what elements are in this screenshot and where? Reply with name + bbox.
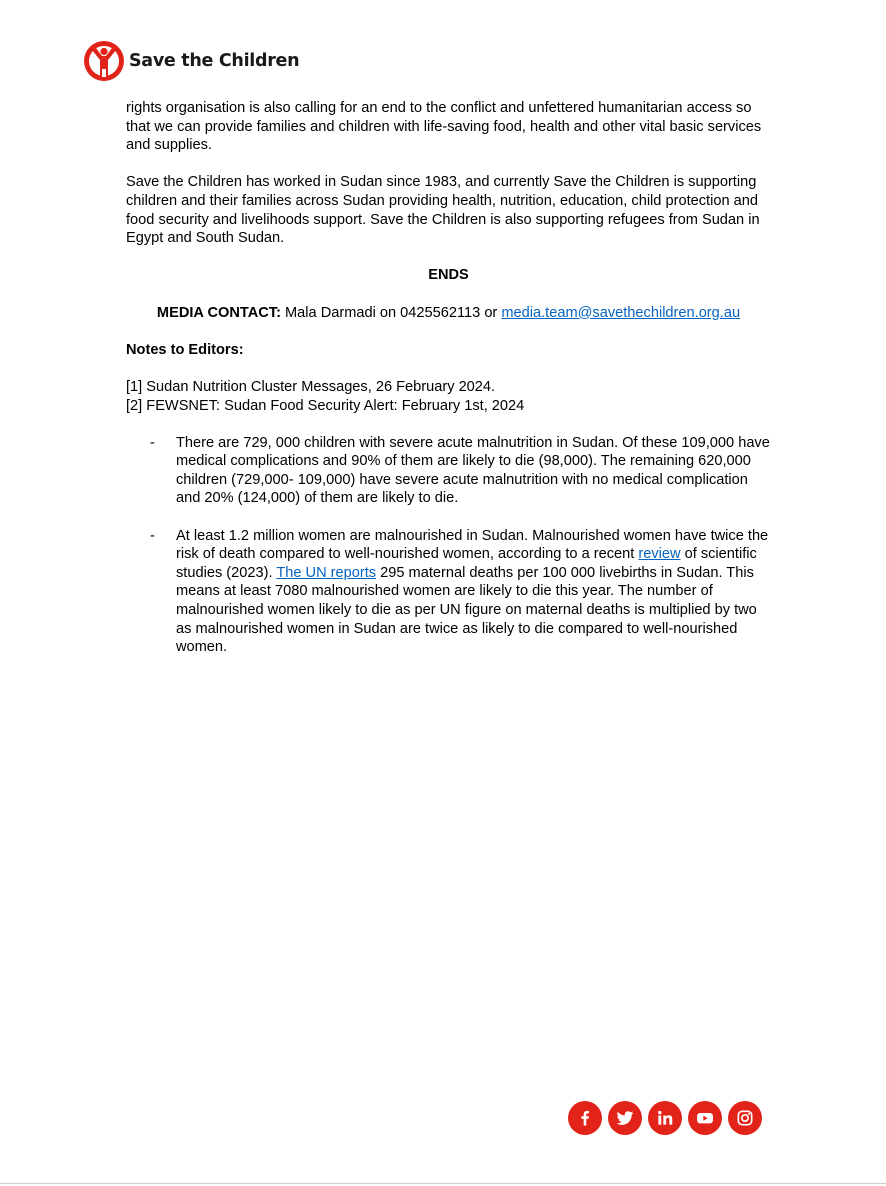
note-1: [1] Sudan Nutrition Cluster Messages, 26 February 2024.	[126, 378, 496, 395]
un-reports-link[interactable]: The UN reports	[276, 564, 377, 581]
social-links	[568, 1101, 762, 1135]
youtube-icon[interactable]	[688, 1101, 722, 1135]
save-the-children-logo-icon	[83, 40, 125, 82]
notes-heading: Notes to Editors:	[126, 341, 244, 358]
bullet-text: 295 maternal deaths per 100 000 livebirths in Sudan. This means at least 7080 malnourished women are likely to die this year. The number of malnourished women likely to die as per UN figure on maternal deaths is multiplied by two as malnourished women in Sudan are twice as likely to die compared to well-nourished women.	[176, 564, 757, 656]
list-item	[126, 527, 771, 657]
list-item	[126, 434, 771, 508]
notes-bullet-list	[126, 434, 771, 657]
instagram-icon[interactable]	[728, 1101, 762, 1135]
bullet-dash: -	[150, 527, 155, 544]
bullet-text: of scientific studies (2023).	[176, 546, 757, 581]
linkedin-icon[interactable]	[648, 1101, 682, 1135]
brand-name: Save the Children	[129, 51, 300, 71]
bullet-text: At least 1.2 million women are malnourished in Sudan. Malnourished women have twice the risk of death compared to well-nourished women, according to a recent	[176, 527, 769, 563]
media-contact-label: MEDIA CONTACT:	[156, 304, 281, 321]
media-contact-text: Mala Darmadi on 0425562113 or	[280, 304, 502, 321]
paragraph-advocacy: rights organisation is also calling for an end to the conflict and unfettered humanitarian access so that we can provide families and children with life-saving food, health and other vital basic services and supplies.	[126, 100, 762, 154]
media-email-link[interactable]: media.team@savethechildren.org.au	[501, 304, 741, 321]
paragraph-about: Save the Children has worked in Sudan since 1983, and currently Save the Children is supporting children and their families across Sudan providing health, nutrition, education, child protection and food security and livelihoods support. Save the Children is also supporting refugees from Sudan in Egypt and South Sudan.	[126, 174, 760, 247]
brand-logo	[83, 40, 299, 82]
page-bottom-rule	[0, 1183, 886, 1184]
press-release-body	[126, 99, 771, 657]
twitter-icon[interactable]	[608, 1101, 642, 1135]
review-link[interactable]: review	[638, 546, 681, 563]
bullet-text: There are 729, 000 children with severe acute malnutrition in Sudan. Of these 109,000 have medical complications and 90% of them are likely to die (98,000). The remaining 620,000 children (729,000- 109,000) have severe acute malnutrition with no medical complication and 20% (124,000) of them are likely to die.	[176, 434, 770, 507]
facebook-icon[interactable]	[568, 1101, 602, 1135]
bullet-dash: -	[150, 434, 155, 451]
note-2: [2] FEWSNET: Sudan Food Security Alert: February 1st, 2024	[126, 397, 525, 414]
media-contact	[126, 304, 771, 323]
ends-marker: ENDS	[428, 267, 469, 284]
